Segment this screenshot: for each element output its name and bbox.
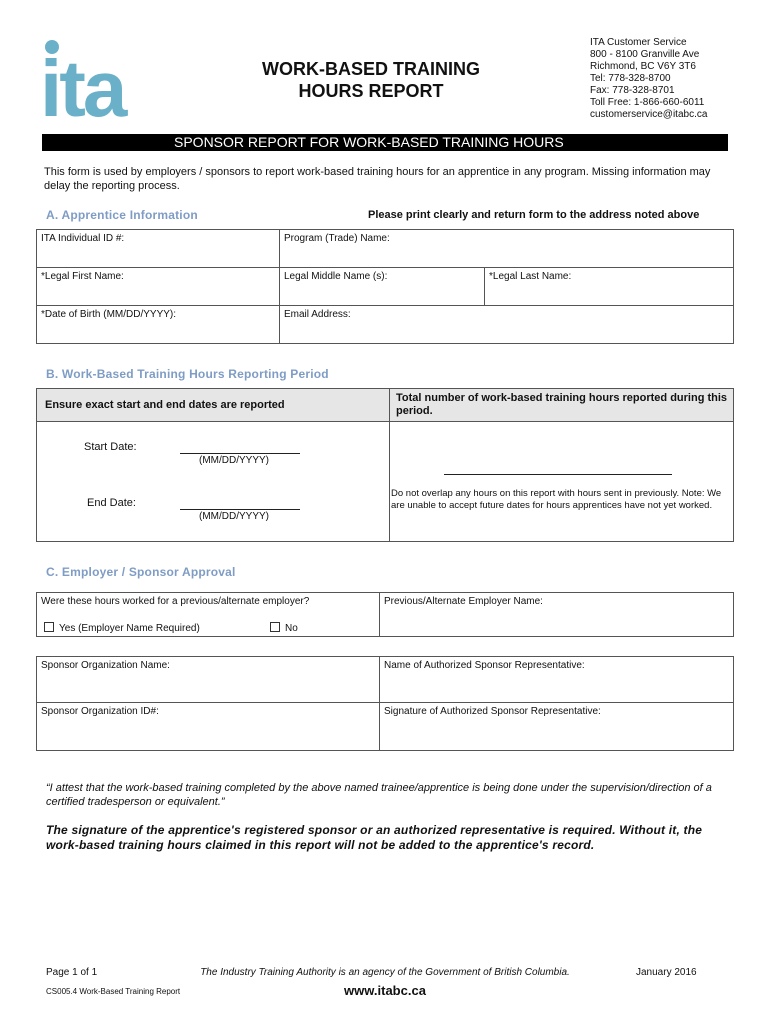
start-date-label: Start Date: xyxy=(84,441,137,453)
document-title xyxy=(236,58,506,102)
contact-line: Toll Free: 1-866-660-6011 xyxy=(590,97,705,108)
sponsor-org-name-field[interactable]: Sponsor Organization Name: xyxy=(37,657,380,703)
section-c-heading: C. Employer / Sponsor Approval xyxy=(46,565,236,579)
contact-line: 800 - 8100 Granville Ave xyxy=(590,49,700,60)
no-checkbox[interactable] xyxy=(270,622,280,632)
rep-name-field[interactable]: Name of Authorized Sponsor Representative: xyxy=(380,657,734,703)
sponsor-org-id-field[interactable]: Sponsor Organization ID#: xyxy=(37,703,380,751)
dates-cell xyxy=(37,422,390,542)
contact-block xyxy=(590,37,707,121)
email-field[interactable]: Email Address: xyxy=(280,306,734,344)
form-banner: SPONSOR REPORT FOR WORK-BASED TRAINING HOURS xyxy=(42,134,728,151)
apprentice-info-table xyxy=(36,229,734,344)
intro-text: This form is used by employers / sponsors to report work-based training hours for an apprentice in any program. Missing information may delay the reporting process. xyxy=(44,166,711,192)
first-name-field[interactable]: *Legal First Name: xyxy=(37,268,280,306)
ita-id-field[interactable]: ITA Individual ID #: xyxy=(37,230,280,268)
signature-required-text: The signature of the apprentice's registered sponsor or an authorized representative is required. Without it, the work-based training hours claimed in this report will not be added to the apprentice's record. xyxy=(46,823,703,852)
sponsor-approval-table xyxy=(36,656,734,751)
no-option[interactable] xyxy=(270,622,298,634)
dates-header: Ensure exact start and end dates are reported xyxy=(37,389,390,422)
print-clearly-note: Please print clearly and return form to the address noted above xyxy=(368,209,700,221)
yes-checkbox[interactable] xyxy=(44,622,54,632)
alternate-employer-question: Were these hours worked for a previous/alternate employer? xyxy=(41,596,310,607)
end-date-input[interactable] xyxy=(180,509,300,510)
ita-logo xyxy=(40,38,152,120)
attestation-text: “I attest that the work-based training completed by the above named trainee/apprentice is being done under the supervision/direction of a certified tradesperson or equivalent.” xyxy=(46,782,712,808)
section-b-heading: B. Work-Based Training Hours Reporting Period xyxy=(46,367,329,381)
contact-line: Tel: 778-328-8700 xyxy=(590,73,671,84)
total-hours-header: Total number of work-based training hours reported during this period. xyxy=(390,389,734,422)
contact-line: Fax: 778-328-8701 xyxy=(590,85,675,96)
contact-line: ITA Customer Service xyxy=(590,37,687,48)
agency-statement: The Industry Training Authority is an agency of the Government of British Columbia. xyxy=(200,967,570,978)
logo-text: ita xyxy=(40,44,125,120)
no-label: No xyxy=(285,623,298,634)
form-code: CS005.4 Work-Based Training Report xyxy=(46,987,181,996)
previous-employer-field[interactable]: Previous/Alternate Employer Name: xyxy=(380,593,734,637)
section-a-heading: A. Apprentice Information xyxy=(46,208,198,222)
total-hours-input[interactable] xyxy=(444,474,672,475)
title-line-2: HOURS REPORT xyxy=(298,81,444,101)
end-date-label: End Date: xyxy=(87,497,136,509)
overlap-note: Do not overlap any hours on this report with hours sent in previously. Note: We are unable to accept future dates for hours apprentices have not yet worked. xyxy=(391,488,722,511)
contact-line: Richmond, BC V6Y 3T6 xyxy=(590,61,696,72)
last-name-field[interactable]: *Legal Last Name: xyxy=(485,268,734,306)
contact-email[interactable]: customerservice@itabc.ca xyxy=(590,109,708,120)
title-line-1: WORK-BASED TRAINING xyxy=(262,59,480,79)
start-date-format: (MM/DD/YYYY) xyxy=(199,455,269,466)
page-number: Page 1 of 1 xyxy=(46,967,98,978)
program-name-field[interactable]: Program (Trade) Name: xyxy=(280,230,734,268)
end-date-format: (MM/DD/YYYY) xyxy=(199,511,269,522)
dob-field[interactable]: *Date of Birth (MM/DD/YYYY): xyxy=(37,306,280,344)
start-date-input[interactable] xyxy=(180,453,300,454)
yes-option[interactable] xyxy=(44,622,200,634)
website-link[interactable]: www.itabc.ca xyxy=(344,983,426,998)
yes-label: Yes (Employer Name Required) xyxy=(59,623,200,634)
reporting-period-table xyxy=(36,388,734,542)
middle-name-field[interactable]: Legal Middle Name (s): xyxy=(280,268,485,306)
form-date: January 2016 xyxy=(636,967,697,978)
signature-field[interactable]: Signature of Authorized Sponsor Representative: xyxy=(380,703,734,751)
total-hours-cell xyxy=(390,422,734,542)
